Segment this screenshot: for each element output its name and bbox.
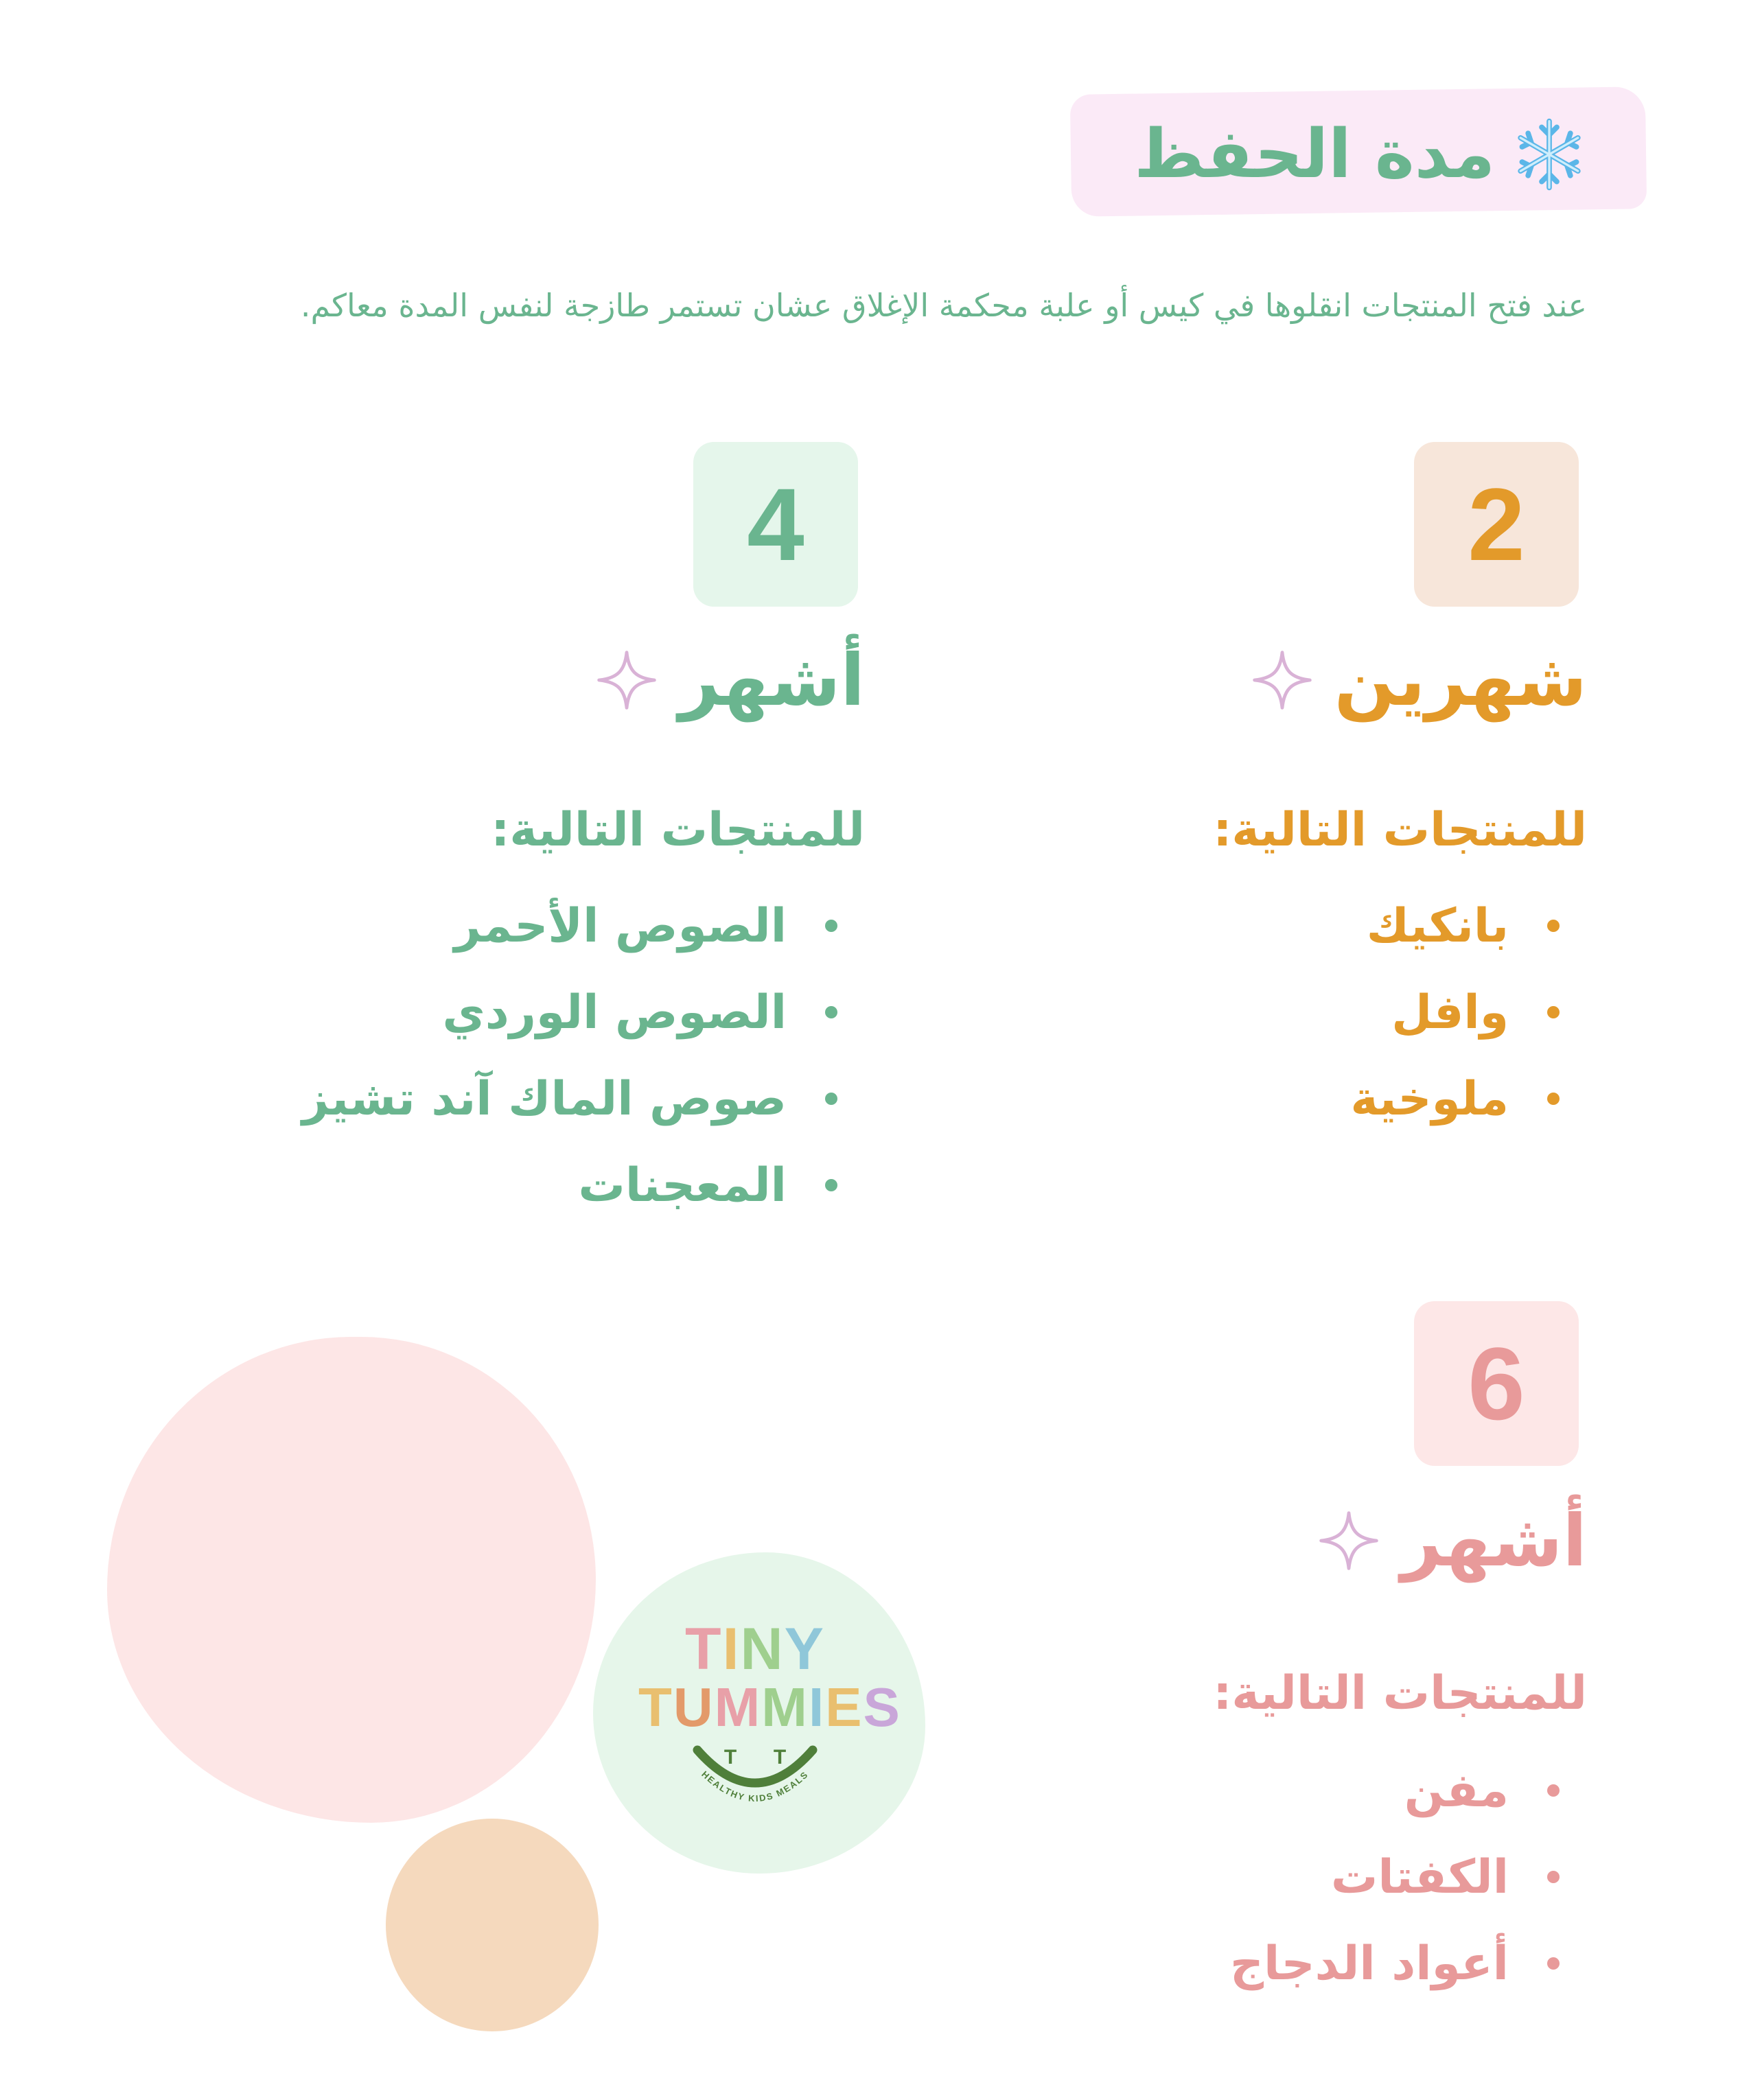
list-item	[302, 969, 865, 1055]
number-value: 6	[1468, 1325, 1525, 1441]
product-list-4-months	[302, 883, 865, 1228]
list-item	[302, 1142, 865, 1228]
page-title-row	[1134, 103, 1587, 206]
heading-text: أشهر	[1400, 1499, 1587, 1583]
decorative-pink-blob	[107, 1337, 596, 1823]
bullet	[825, 1093, 837, 1105]
item-text: مفن	[1404, 1763, 1509, 1818]
subtitle: للمنتجات التالية:	[491, 803, 865, 857]
sparkle-icon	[594, 647, 660, 713]
item-text: أعواد الدجاج	[1230, 1936, 1509, 1991]
bullet	[1547, 1784, 1560, 1797]
number-box-2	[1414, 442, 1579, 607]
item-text: ملوخية	[1350, 1071, 1509, 1126]
item-text: الصوص الأحمر	[454, 898, 787, 953]
heading-months-6	[1316, 1499, 1587, 1583]
heading-text: شهرين	[1334, 638, 1587, 722]
list-item	[1351, 969, 1588, 1055]
item-text: المعجنات	[578, 1158, 787, 1213]
item-text: بانكيك	[1366, 898, 1509, 953]
smile-logo-icon	[680, 1735, 831, 1824]
heading-months-4	[594, 638, 865, 722]
logo-word-tummies: TUMMIES	[638, 1677, 901, 1738]
logo-tagline: HEALTHY KIDS MEALS	[699, 1769, 811, 1804]
list-item	[302, 1055, 865, 1142]
number-value: 4	[747, 466, 804, 582]
item-text: وافل	[1391, 985, 1509, 1040]
logo-word-tiny: TINY	[685, 1616, 825, 1682]
item-text: الصوص الوردي	[442, 985, 787, 1040]
subtitle: للمنتجات التالية:	[1213, 803, 1587, 857]
subtitle: للمنتجات التالية:	[1213, 1666, 1587, 1720]
bullet	[825, 1006, 837, 1018]
decorative-peach-circle	[386, 1819, 599, 2031]
bullet	[1547, 1093, 1560, 1105]
brand-logo	[638, 1616, 901, 1825]
item-text: الكفتات	[1331, 1850, 1509, 1904]
sparkle-icon	[1316, 1508, 1382, 1574]
bullet	[1547, 1957, 1560, 1970]
bullet	[825, 920, 837, 932]
snowflake-icon	[1511, 117, 1587, 192]
list-item	[1230, 1920, 1587, 2007]
bullet	[1547, 1006, 1560, 1018]
product-list-6-months	[1230, 1747, 1587, 2007]
bullet	[1547, 920, 1560, 932]
heading-months-2	[1249, 638, 1587, 722]
list-item	[1230, 1834, 1587, 1920]
number-value: 2	[1468, 466, 1525, 582]
list-item	[1230, 1747, 1587, 1834]
number-box-6	[1414, 1301, 1579, 1466]
bullet	[825, 1179, 837, 1191]
svg-text:T: T	[723, 1746, 737, 1769]
heading-text: أشهر	[678, 638, 865, 722]
number-box-4	[693, 442, 858, 607]
list-item	[1351, 1055, 1588, 1142]
list-item	[302, 883, 865, 969]
sparkle-icon	[1249, 647, 1315, 713]
product-list-2-months	[1351, 883, 1588, 1142]
bullet	[1547, 1871, 1560, 1883]
item-text: صوص الماك آند تشيز	[301, 1071, 787, 1126]
intro-text: عند فتح المنتجات انقلوها في كيس أو علبة محكمة الإغلاق عشان تستمر طازجة لنفس المدة معاكم.	[300, 287, 1587, 324]
svg-text:T: T	[773, 1746, 787, 1769]
page-title: مدة الحفظ	[1134, 115, 1495, 194]
list-item	[1351, 883, 1588, 969]
